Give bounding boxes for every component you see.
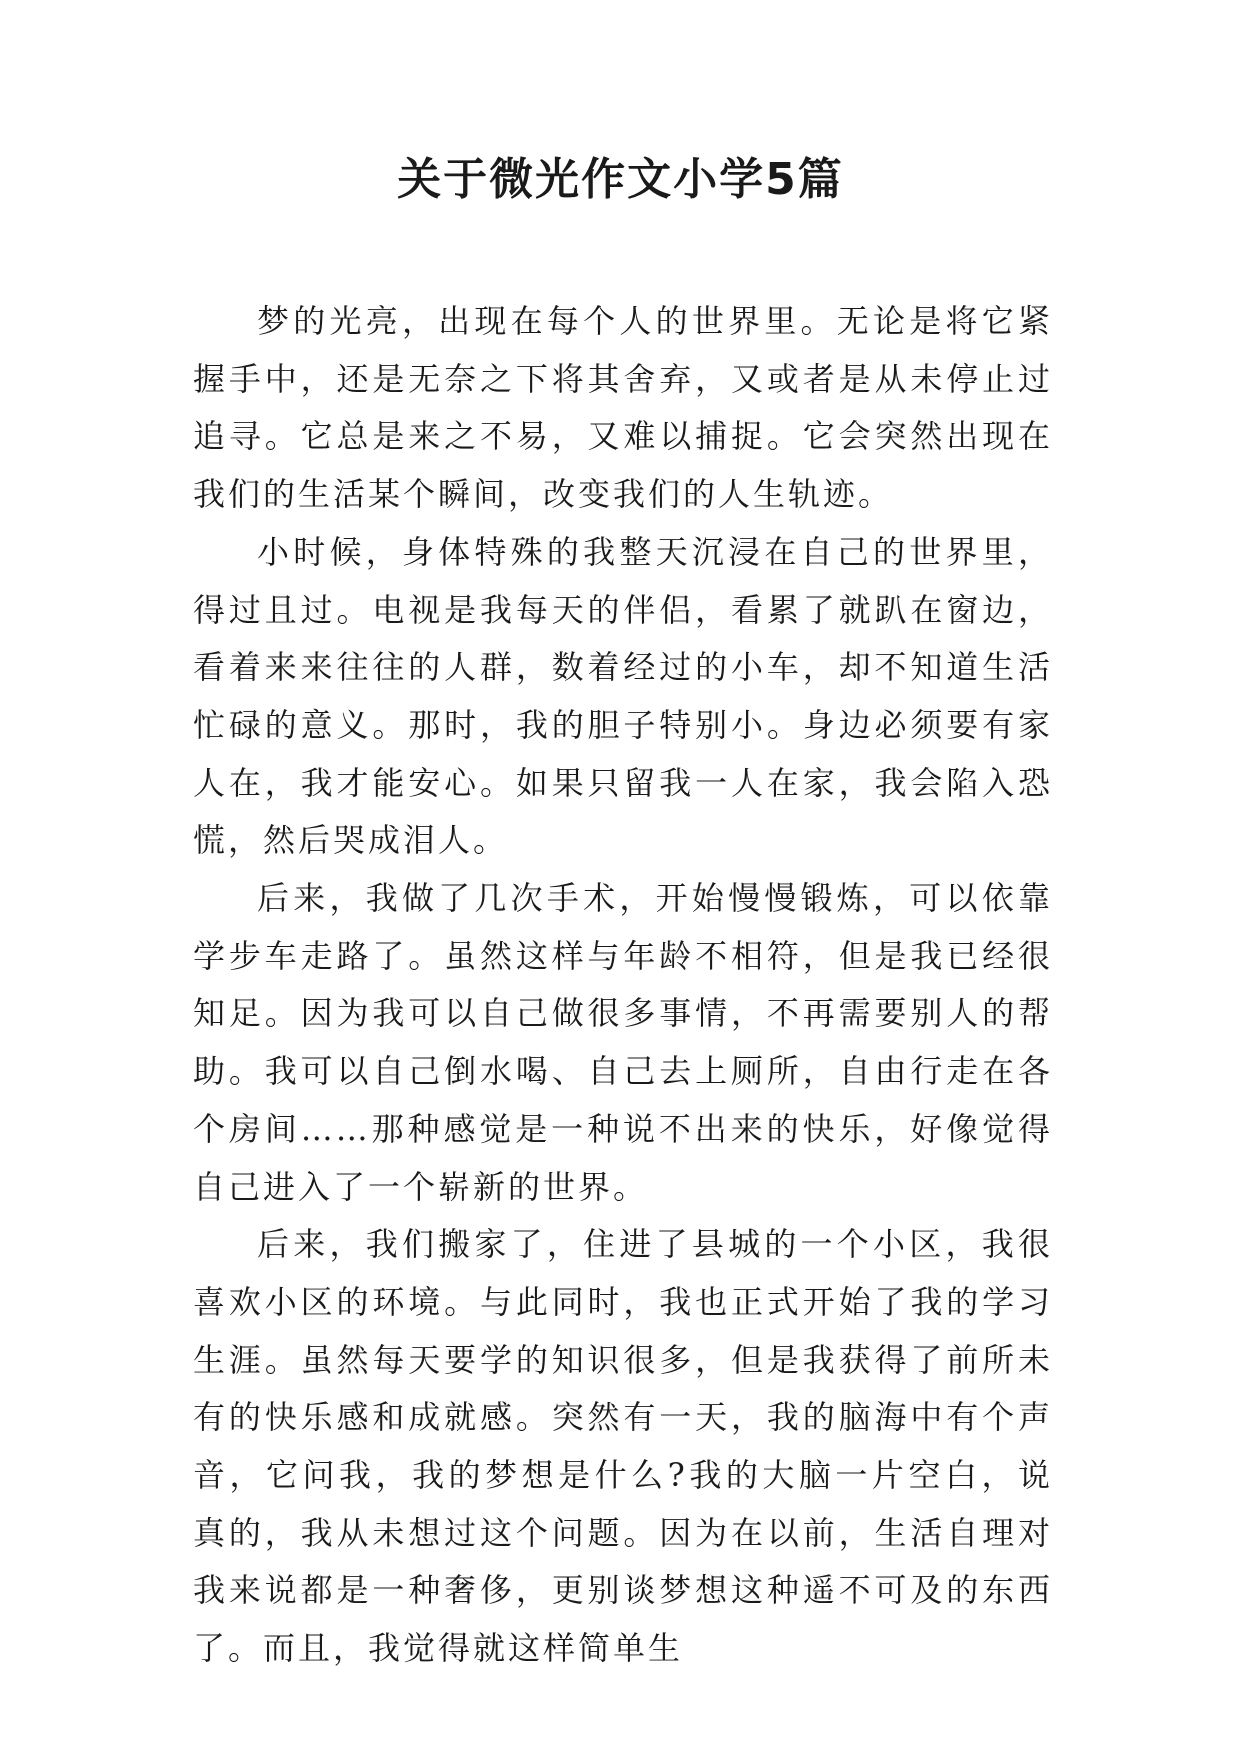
paragraph: 小时候，身体特殊的我整天沉浸在自己的世界里，得过且过。电视是我每天的伴侣，看累了就趴在窗边，看着来来往往的人群，数着经过的小车，却不知道生活忙碌的意义。那时，我的胆子特别小。身边必须要有家人在，我才能安心。如果只留我一人在家，我会陷入恐慌，然后哭成泪人。: [193, 532, 1053, 860]
paragraph: 梦的光亮，出现在每个人的世界里。无论是将它紧握手中，还是无奈之下将其舍弃，又或者是从未停止过追寻。它总是来之不易，又难以捕捉。它会突然出现在我们的生活某个瞬间，改变我们的人生轨迹。: [193, 302, 1053, 514]
document-title: 关于微光作文小学5篇: [397, 154, 844, 205]
paragraph: 后来，我做了几次手术，开始慢慢锻炼，可以依靠学步车走路了。虽然这样与年龄不相符，但是我已经很知足。因为我可以自己做很多事情，不再需要别人的帮助。我可以自己倒水喝、自己去上厕所，自由行走在各个房间……那种感觉是一种说不出来的快乐，好像觉得自己进入了一个崭新的世界。: [193, 879, 1053, 1206]
document-body: [193, 293, 1053, 1678]
paragraph: 后来，我们搬家了，住进了县城的一个小区，我很喜欢小区的环境。与此同时，我也正式开始了我的学习生涯。虽然每天要学的知识很多，但是我获得了前所未有的快乐感和成就感。突然有一天，我的脑海中有个声音，它问我，我的梦想是什么?我的大脑一片空白，说真的，我从未想过这个问题。因为在以前，生活自理对我来说都是一种奢侈，更别谈梦想这种遥不可及的东西了。而且，我觉得就这样简单生: [193, 1225, 1053, 1668]
